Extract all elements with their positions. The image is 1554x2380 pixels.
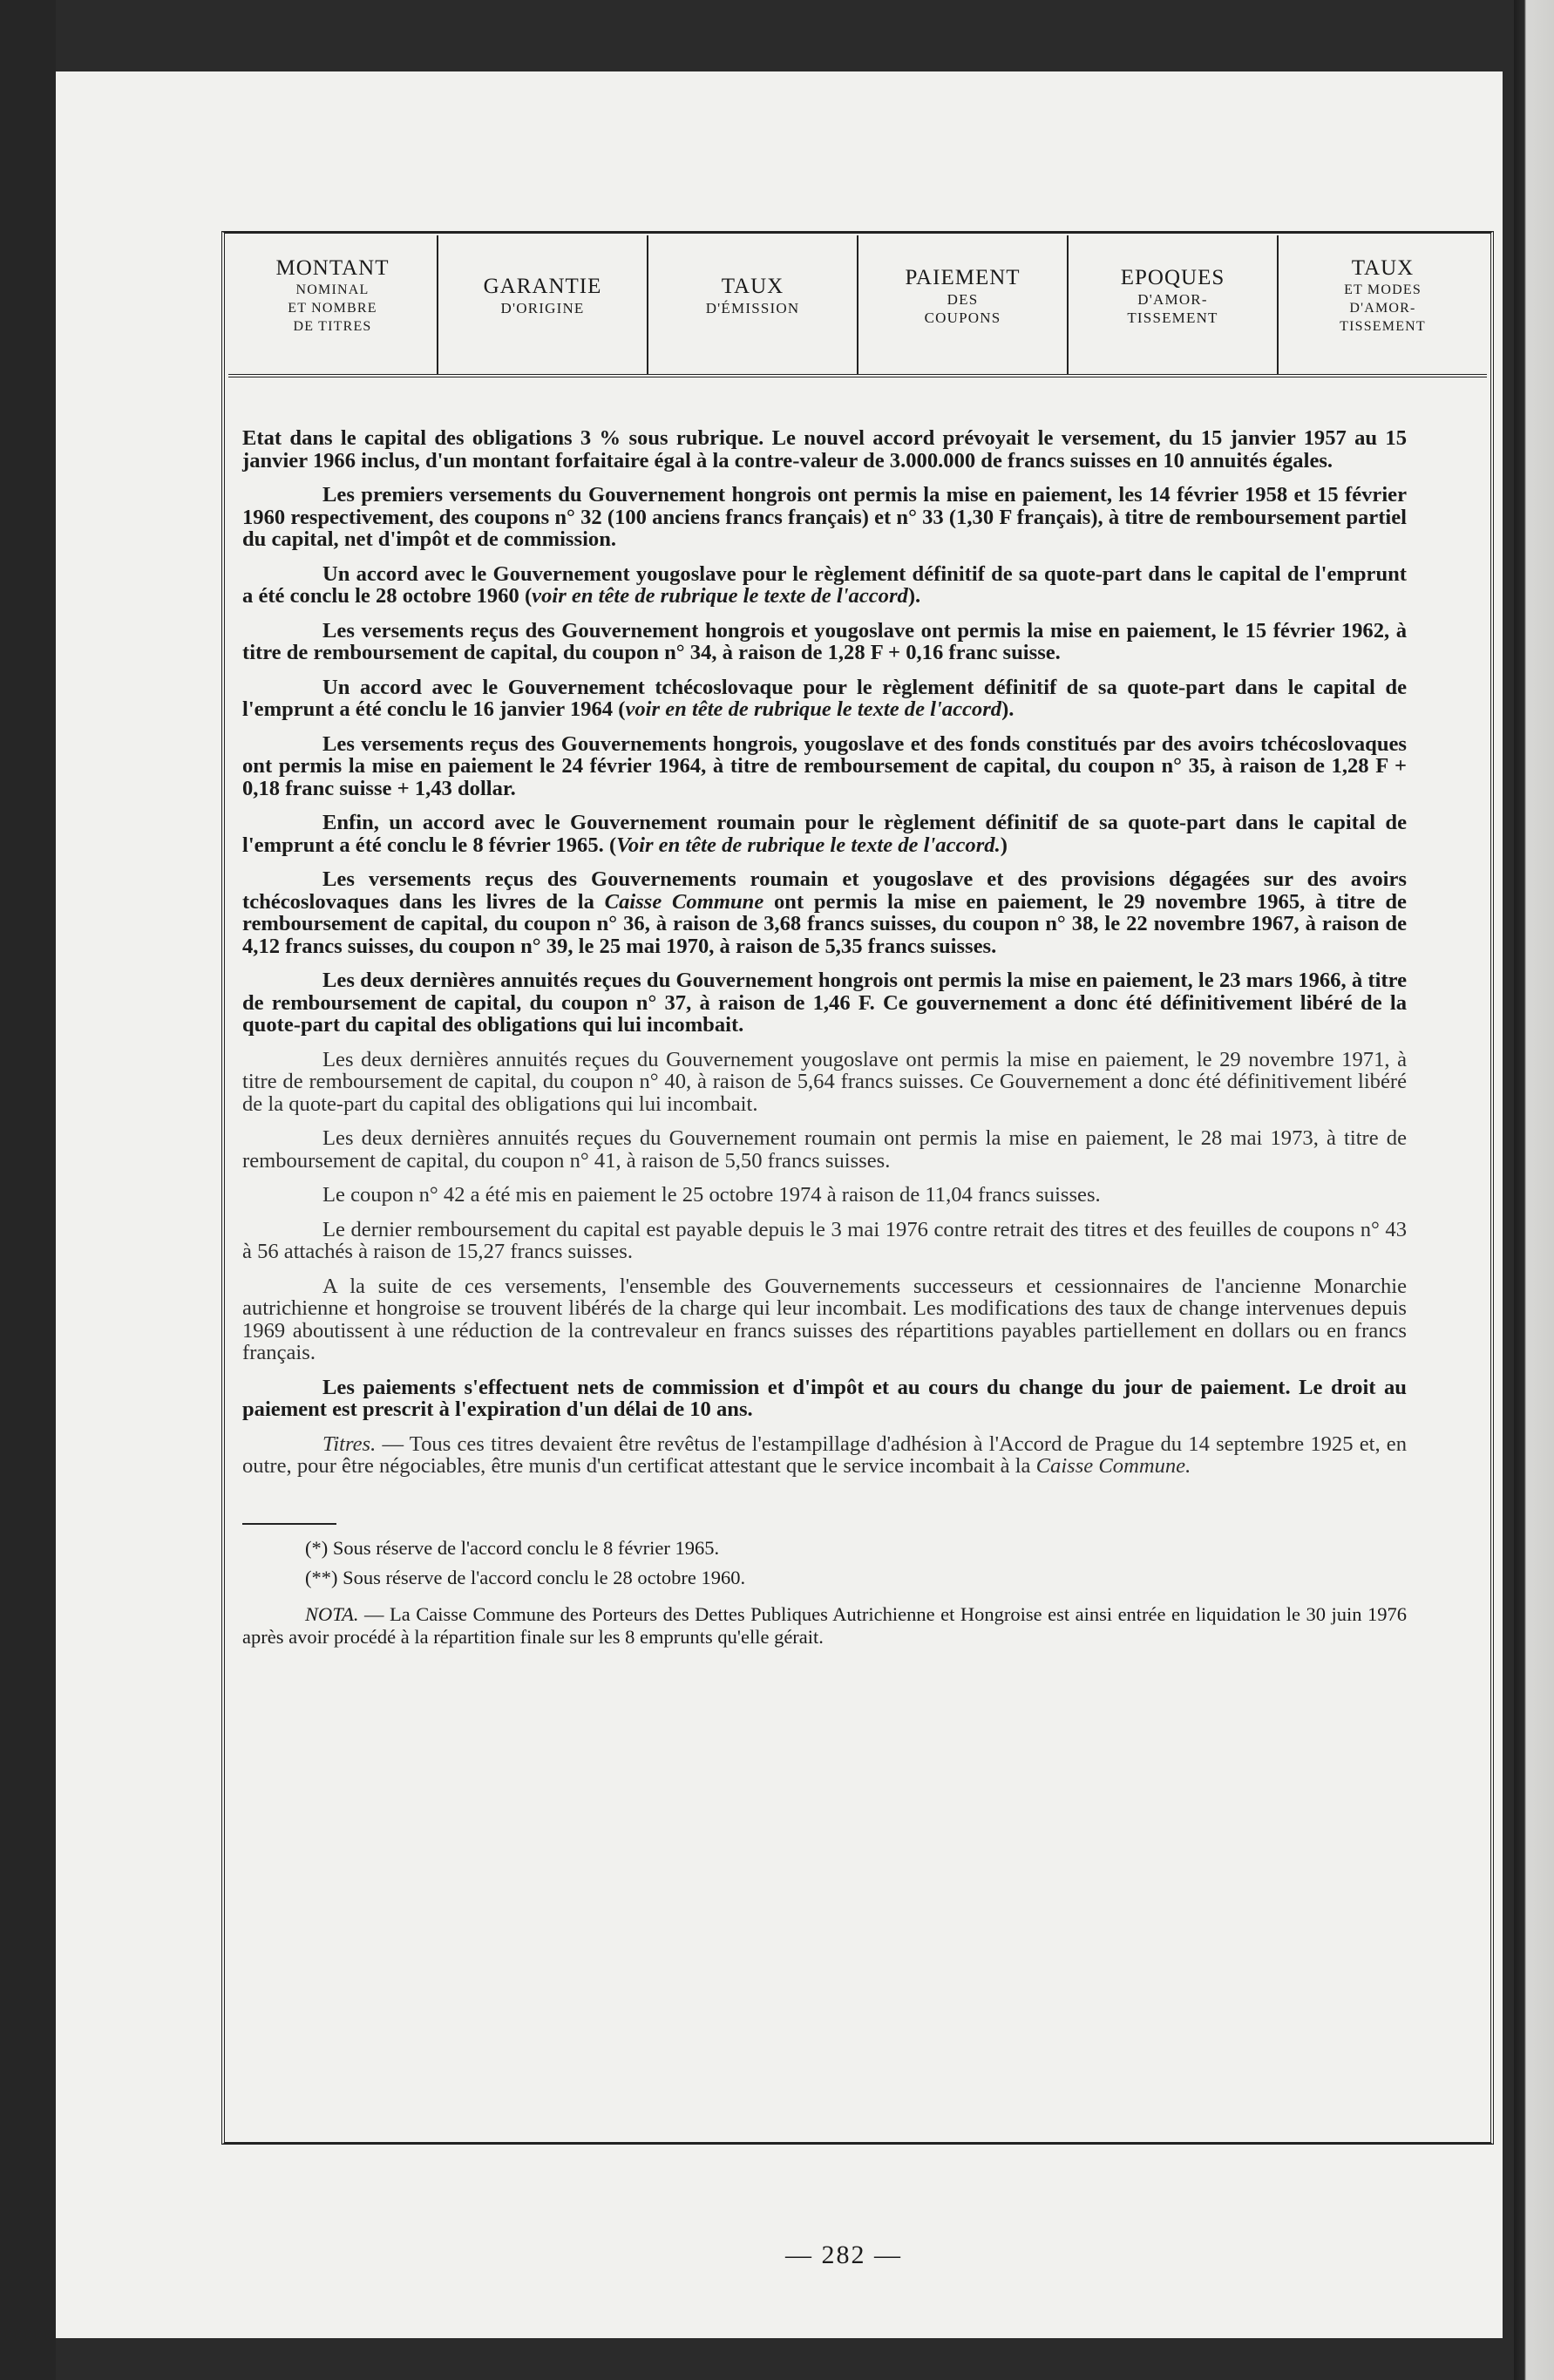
- paragraph: Les versements reçus des Gouvernement hongrois et yougoslave ont permis la mise en paiement, le 15 février 1962, à titre de remboursement de capital, du coupon n° 34, à raison de 1,28 F + 0,16 franc suisse.: [242, 618, 1407, 664]
- header-montant-sub1: NOMINAL: [295, 282, 370, 297]
- paragraph: A la suite de ces versements, l'ensemble des Gouvernements successeurs et cessionnaires de l'ancienne Monarchie autrichienne et hongroise se trouvent libérés de la charge qui leur incombait. Les modifications des taux de change intervenues depuis 1969 aboutissent à une réduction de la contrevaleur en francs suisses des répartitions payables partiellement en dollars ou en francs français.: [242, 1274, 1407, 1364]
- header-epoques: [1069, 235, 1279, 374]
- header-montant-sub2: ET NOMBRE: [288, 301, 377, 316]
- paragraph: Etat dans le capital des obligations 3 % sous rubrique. Le nouvel accord prévoyait le versement, du 15 janvier 1957 au 15 janvier 1966 inclus, d'un montant forfaitaire égal à la contre-valeur de 3.000.000 de francs suisses en 10 annuités égales.: [242, 426, 1407, 473]
- header-paiement-sub1: DES: [947, 290, 979, 308]
- paragraph-italic: Caisse Commune: [604, 889, 764, 914]
- paragraph: Les deux dernières annuités reçues du Gouvernement hongrois ont permis la mise en paiement, le 23 mars 1966, à titre de remboursement de capital, du coupon n° 37, à raison de 1,46 F. Ce gouvernement a donc été définitivement libéré de la quote-part du capital des obligations qui lui incombait.: [242, 969, 1407, 1037]
- header-epoques-title: EPOQUES: [1120, 265, 1225, 289]
- header-taux-emission: [648, 235, 858, 374]
- paragraph: Le dernier remboursement du capital est payable depuis le 3 mai 1976 contre retrait des titres et des feuilles de coupons n° 43 à 56 attachés à raison de 15,27 francs suisses.: [242, 1217, 1407, 1263]
- paragraph-text: ).: [1001, 697, 1015, 721]
- paragraph: Le coupon n° 42 a été mis en paiement le 25 octobre 1974 à raison de 11,04 francs suisses.: [322, 1183, 1101, 1207]
- paragraph-text: Un accord avec le Gouvernement yougoslave pour le règlement définitif de sa quote-part dans le capital de l'emprunt a été conclu le 28 octobre 1960 (: [242, 561, 1407, 608]
- header-epoques-sub1: D'AMOR-: [1137, 290, 1208, 308]
- paragraph: Les versements reçus des Gouvernements hongrois, yougoslave et des fonds constitués par des avoirs tchécoslovaques ont permis la mise en paiement le 24 février 1964, à titre de remboursement de capital, du coupon n° 35, à raison de 1,28 F + 0,18 franc suisse + 1,43 dollar.: [242, 731, 1407, 800]
- nota-text: — La Caisse Commune des Porteurs des Dettes Publiques Autrichienne et Hongroise est ainsi entrée en liquidation le 30 juin 1976 après avoir procédé à la répartition finale sur les 8 emprunts qu'elle gérait.: [242, 1602, 1407, 1648]
- paragraph: [242, 868, 1407, 957]
- header-montant-sub3: DE TITRES: [293, 319, 372, 334]
- paragraph-italic: Titres.: [322, 1431, 377, 1456]
- header-montant-title: MONTANT: [275, 256, 390, 280]
- paragraph: Les deux dernières annuités reçues du Gouvernement yougoslave ont permis la mise en paiement, le 29 novembre 1971, à titre de remboursement de capital, du coupon n° 40, à raison de 5,64 francs suisses. Ce Gouvernement a donc été définitivement libéré de la quote-part du capital des obligations qui lui incombait.: [242, 1047, 1407, 1116]
- paragraph-text: ): [1000, 833, 1008, 857]
- page-number: — 282 —: [785, 2241, 902, 2269]
- paragraph-italic: Voir en tête de rubrique le texte de l'accord.: [616, 833, 1001, 857]
- header-garantie: [438, 235, 648, 374]
- header-taux-modes: [1279, 235, 1487, 374]
- header-garantie-title: GARANTIE: [483, 275, 602, 298]
- footnote: (**) Sous réserve de l'accord conclu le 28 octobre 1960.: [305, 1566, 746, 1588]
- paragraph-text: Un accord avec le Gouvernement tchécoslovaque pour le règlement définitif de sa quote-part dans le capital de l'emprunt a été conclu le 16 janvier 1964 (: [242, 675, 1407, 721]
- footnote-separator: [242, 1523, 336, 1525]
- paragraph: Les paiements s'effectuent nets de commission et d'impôt et au cours du change du jour de paiement. Le droit au paiement est prescrit à l'expiration d'un délai de 10 ans.: [242, 1375, 1407, 1421]
- paragraph: [242, 677, 1407, 721]
- header-epoques-sub2: TISSEMENT: [1127, 309, 1218, 326]
- footnote: (*) Sous réserve de l'accord conclu le 8 février 1965.: [305, 1536, 720, 1559]
- header-taux-modes-title: TAUX: [1351, 256, 1415, 280]
- header-taux-sub1: D'ÉMISSION: [705, 300, 800, 316]
- paragraph: [242, 812, 1407, 856]
- header-taux-title: TAUX: [721, 275, 784, 298]
- paragraph: [242, 1433, 1407, 1478]
- body-text: [242, 427, 1407, 1649]
- paragraph-italic: voir en tête de rubrique le texte de l'accord: [625, 697, 1002, 721]
- paragraph-text: — Tous ces titres devaient être revêtus de l'estampillage d'adhésion à l'Accord de Prague du 14 septembre 1925 et, en outre, pour être négociables, être munis d'un certificat attestant que le service incombait à la: [242, 1431, 1407, 1478]
- table-header: [228, 235, 1487, 377]
- header-montant: [228, 235, 438, 374]
- nota-paragraph: [242, 1603, 1407, 1649]
- paragraph: [242, 563, 1407, 608]
- header-garantie-sub1: D'ORIGINE: [500, 300, 585, 316]
- paragraph-italic: Caisse Commune.: [1035, 1454, 1191, 1478]
- header-taux-modes-sub2: D'AMOR-: [1349, 301, 1416, 316]
- paragraph: Les deux dernières annuités reçues du Gouvernement roumain ont permis la mise en paiement, le 28 mai 1973, à titre de remboursement de capital, du coupon n° 41, à raison de 5,50 francs suisses.: [242, 1126, 1407, 1173]
- paragraph-text: Les versements reçus des Gouvernements roumain et yougoslave et des provisions dégagées sur des avoirs tchécoslovaques dans les livres de la: [242, 867, 1407, 914]
- paragraph-italic: voir en tête de rubrique le texte de l'accord: [532, 584, 908, 608]
- nota-label: NOTA.: [305, 1602, 359, 1625]
- header-paiement: [858, 235, 1069, 374]
- header-taux-modes-sub3: TISSEMENT: [1340, 319, 1426, 334]
- paragraph-text: Enfin, un accord avec le Gouvernement roumain pour le règlement définitif de sa quote-part dans le capital de l'emprunt a été conclu le 8 février 1965. (: [242, 811, 1407, 857]
- scan-border-right: [1514, 0, 1554, 2380]
- paragraph-text: ont permis la mise en paiement, le 29 novembre 1965, à titre de remboursement de capital, du coupon n° 36, à raison de 3,68 francs suisses, du coupon n° 38, le 22 novembre 1967, à raison de 4,12 francs suisses, du coupon n° 39, le 25 mai 1970, à raison de 5,35 francs suisses.: [242, 889, 1407, 958]
- paragraph: Les premiers versements du Gouvernement hongrois ont permis la mise en paiement, les 14 février 1958 et 15 février 1960 respectivement, des coupons n° 32 (100 anciens francs français) et n° 33 (1,30 F français), à titre de remboursement partiel du capital, net d'impôt et de commission.: [242, 483, 1407, 551]
- paragraph-text: ).: [907, 584, 921, 608]
- header-paiement-title: PAIEMENT: [905, 265, 1021, 289]
- header-taux-modes-sub1: ET MODES: [1344, 282, 1422, 297]
- header-paiement-sub2: COUPONS: [924, 309, 1001, 326]
- scan-border-left: [0, 0, 56, 2380]
